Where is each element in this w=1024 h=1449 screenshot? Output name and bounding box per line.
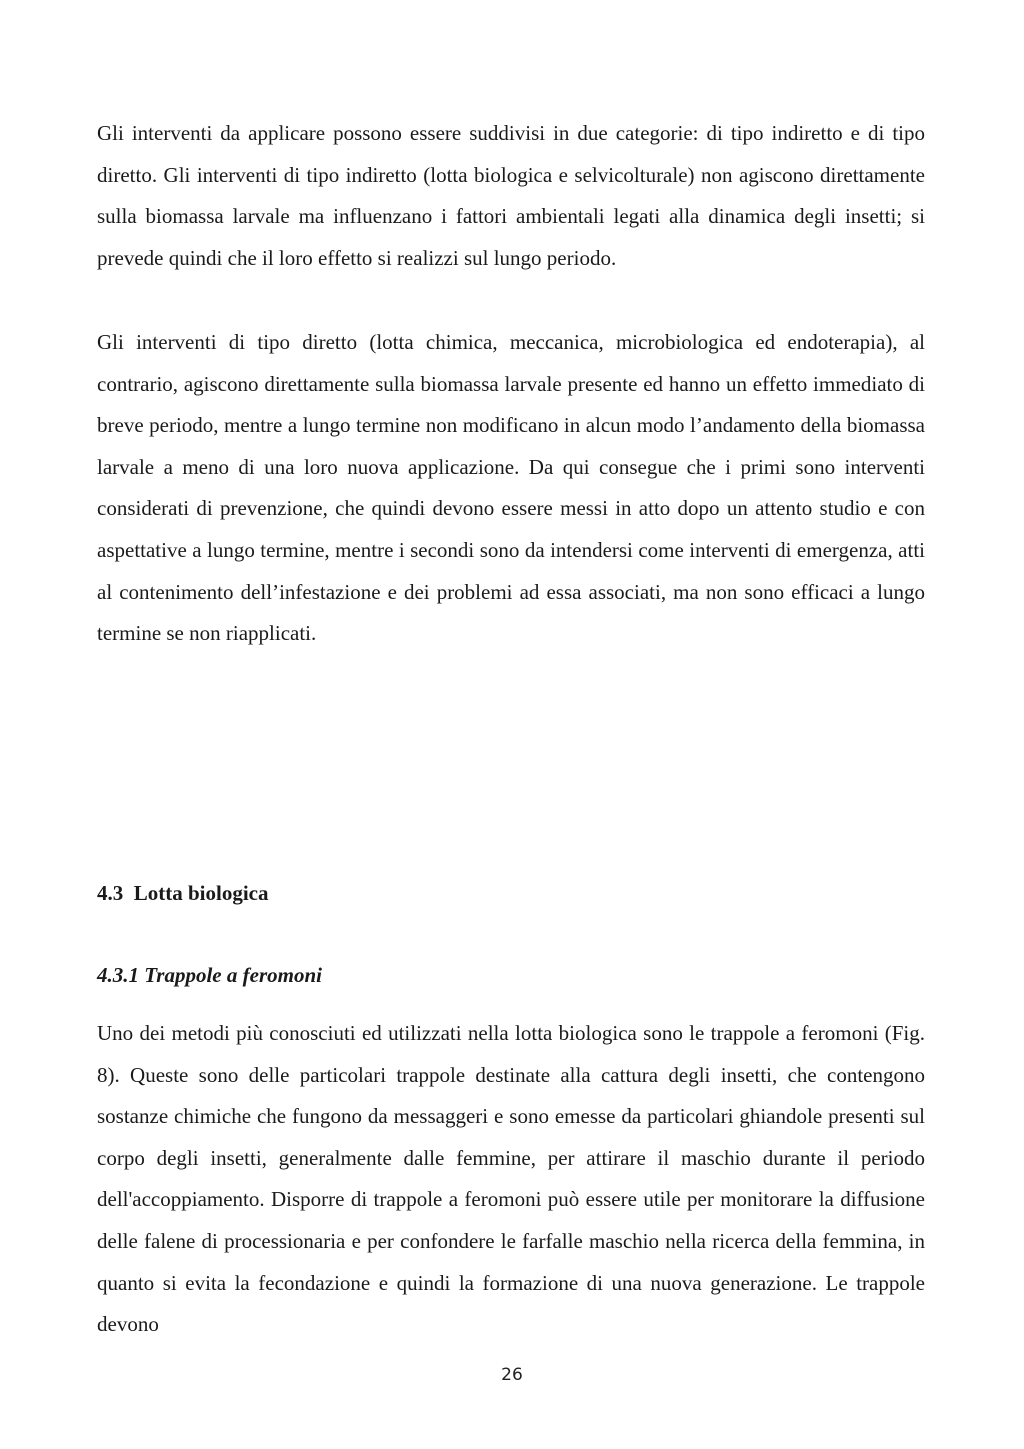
body-paragraph-interventi-diretti: Gli interventi di tipo diretto (lotta chimica, meccanica, microbiologica ed endoterapia), al contrario, agiscono direttamente sulla biomassa larvale presente ed hanno un effetto immediato di breve periodo, mentre a lungo termine non modificano in alcun modo l’andamento della biomassa larvale a meno di una loro nuova applicazione. Da qui consegue che i primi sono interventi considerati di prevenzione, che quindi devono essere messi in atto dopo un attento studio e con aspettative a lungo termine, mentre i secondi sono da intendersi come interventi di emergenza, atti al contenimento dell’infestazione e dei problemi ad essa associati, ma non sono efficaci a lungo termine se non riapplicati. bbox=[97, 330, 925, 646]
page-number: 26 bbox=[501, 1365, 523, 1385]
section-heading: 4.3 Lotta biologica bbox=[97, 881, 269, 905]
body-paragraph-interventi-categorie: Gli interventi da applicare possono essere suddivisi in due categorie: di tipo indiretto e di tipo diretto. Gli interventi di tipo indiretto (lotta biologica e selvicolturale) non agiscono direttamente sulla biomassa larvale ma influenzano i fattori ambientali legati alla dinamica degli insetti; si prevede quindi che il loro effetto si realizzi sul lungo periodo. bbox=[97, 121, 925, 270]
subsection-heading: 4.3.1 Trappole a feromoni bbox=[97, 963, 322, 987]
body-paragraph-trappole-feromoni: Uno dei metodi più conosciuti ed utilizzati nella lotta biologica sono le trappole a feromoni (Fig. 8). Queste sono delle particolari trappole destinate alla cattura degli insetti, che contengono sostanze chimiche che fungono da messaggeri e sono emesse da particolari ghiandole presenti sul corpo degli insetti, generalmente dalle femmine, per attirare il maschio durante il periodo dell'accoppiamento. Disporre di trappole a feromoni può essere utile per monitorare la diffusione delle falene di processionaria e per confondere le farfalle maschio nella ricerca della femmina, in quanto si evita la fecondazione e quindi la formazione di una nuova generazione. Le trappole devono bbox=[97, 1021, 925, 1337]
